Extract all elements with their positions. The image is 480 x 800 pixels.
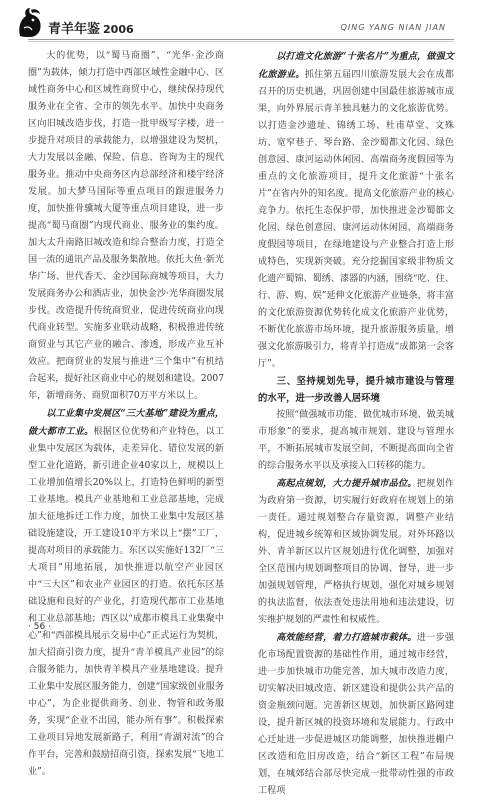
page-header: [0, 0, 480, 46]
brand-year: 2006: [103, 23, 134, 36]
paragraph: [258, 629, 454, 800]
yearbook-brand: [48, 18, 134, 37]
paragraph: [258, 407, 454, 475]
english-title: QING YANG NIAN JIAN: [340, 23, 446, 32]
paragraph-lead: 以打造文化旅游“十张名片”为重点，做强文化旅游业。: [258, 51, 454, 80]
paragraph-lead: 高效能经营，着力打造城市载体。: [276, 632, 417, 643]
page-number: · 56 ·: [28, 622, 51, 632]
paragraph-text: 按照“做强城市功能、做优城市环境、做美城市形象”的要求，提高城市规划、建设与管理水平，不断拓展城市发展空间，不断提高面向全省的综合服务水平以及承接入口转移的能力。: [258, 410, 454, 471]
paragraph: [28, 48, 224, 405]
paragraph-text: 抓住第五届四川旅游发展大会在成都召开的历史机遇，巩固创建中国最佳旅游城市成果，向外界展示青羊独具魅力的文化旅游优势。以打造金沙遗址、锦绣工场、杜甫草堂、文殊坊、宽窄巷子、琴台路、金沙蜀都文化园、绿色创意园、康河运动休闲园、高端商务度假园等为重点的文化旅游项目，提升文化旅游“十张名片”在省内外的知名度。提高文化旅游产业的核心竞争力。依托生态保护带，加快推进金沙蜀都文化园、绿色创意园、康河运动休闲园、高端商务度假园等项目，在绿地建设与产业整合打造上形成特色，实现新突破。充分挖掘国家级非物质文化遗产蜀锦、蜀绣、漆器的内涵，围绕“吃、住、行、游、购、娱”延伸文化旅游产业链条，将丰富的文化旅游资源优势转化成文化旅游产业优势，不断优化旅游市场环境，提升旅游服务质量，增强文化旅游吸引力，将青羊打造成“成都第一会客厅”。: [258, 70, 454, 369]
left-column: [28, 48, 224, 781]
paragraph-text: 进一步强化市场配置资源的基础性作用，通过城市经营，进一步加快城市功能完善，加大城市改造力度，切实解决旧城改造、新区建设和提供公共产品的资金瓶颈问题。完善新区规划，加快新区路网建设，提升新区城的投资环境和发展能力。行政中心迁址进一步促进城区功能调整，加快推进棚户区改造和危旧房改造，结合“新区工程”布局规划，在城郊结合部尽快完成一批带动性强的市政工程项: [258, 633, 454, 796]
paragraph: [28, 405, 224, 781]
header-rule: [28, 39, 454, 40]
paragraph-text: 根据区位优势和产业特色，以工业集中发展区为载体，走差异化、错位发展的新型工业化道路，新引进企业40家以上，规模以上工业增加值增长20%以上，打造特色鲜明的新型工业基地。模具产业基地和工业总部基地，完成加大征地拆迁工作力度，加快工业集中发展区基础设施建设，开工建设10平方米以上“摆”工厂，提高对项目的承载能力。东区以实施好132厂“三大项目”用地拓展，加快推进以航空产业园区中“三大区”和农业产业园区的打造。依托东区基础设施和良好的产业化，打造现代都市工业基地和工业总部基地；西区以“成都市模具工业集聚中心”和“西部模具展示交易中心”正式运行为契机，加大招商引资力度，提升“青羊模具产业园”的综合服务能力，加快青羊模具产业基地建设。提升工业集中发展区服务能力，创建“国家级创业服务中心”，为企业提供商务、创业、物管和政务服务，实现“企业不出园，能办所有事”。积极探索工业项目异地发展新路子，利用“青湖对流”的合作平台，完善和鼓励招商引资，探索发展“飞地工业”。: [28, 427, 224, 777]
section-heading: 三、坚持规划先导，提升城市建设与管理的水平，进一步改善人居环境: [258, 376, 454, 404]
paragraph-text: 把规划作为政府第一资源，切实履行好政府在规划上的第一责任。通过规划整合存量资源，调整产业结构，促进城乡统筹和区域协调发展。对外环路以外、青羊新区以片区规划进行优化调整，加强对全区范围内规划调整项目的协调、督导，进一步加强规划管理，严格执行规划，强化对城乡规划的执法监督，依法查处违法用地和违法建设，切实维护规划的严肃性和权威性。: [258, 479, 454, 625]
right-column: [258, 48, 454, 800]
paragraph: [258, 475, 454, 629]
paragraph-text: 大的优势，以“蜀马商圈”、“光华·金沙商圈”为载体，倾力打造中西部区域性金融中心、区域性商务中心和区域性商贸中心，继续保持现代服务业在全省、全市的领先水平。加快中央商务区向旧城改造步伐，打造一批甲级写字楼，进一步提升对项目的承载能力，以增强建设为契机，大力发展以金融、保险、信息、咨询为主的现代服务业。推动中央商务区内总部经济和楼宇经济发展。加大梦马国际等重点项目的跟进服务力度，加快推骨骥城大厦等重点项目建设，进一步提高“蜀马商圈”内现代商业、服务业的集约度。加大太升南路旧城改造和综合整治力度，打造全国一流的通讯产品及服务集散地。依托大鱼·新光华广场、世代香天、金沙国际商城等项目，大力发展商务办公和酒店业，加快金沙·光华商圈发展步伐。改造提升传统商贸业，促进传统商业向现代商业转型。实施多业联动战略，积极推进传统商贸业与其它产业的融合、渗透，形成产业互补效应。把商贸业的发展与推进“三个集中”有机结合起来，提好社区商业中心的规划和建设。2007年，新增商务、商贸面积70万平方米以上。: [28, 51, 224, 401]
paragraph: [258, 48, 454, 373]
paragraph-lead: 以工业集中发展区“三大基地”建设为重点，做大都市工业。: [28, 408, 224, 437]
goat-logo-icon: [14, 6, 46, 40]
header-rule-secondary: [28, 41, 454, 42]
paragraph-lead: 高起点规划，大力提升城市品位。: [276, 478, 417, 489]
brand-name: 青羊年鉴: [48, 22, 101, 37]
